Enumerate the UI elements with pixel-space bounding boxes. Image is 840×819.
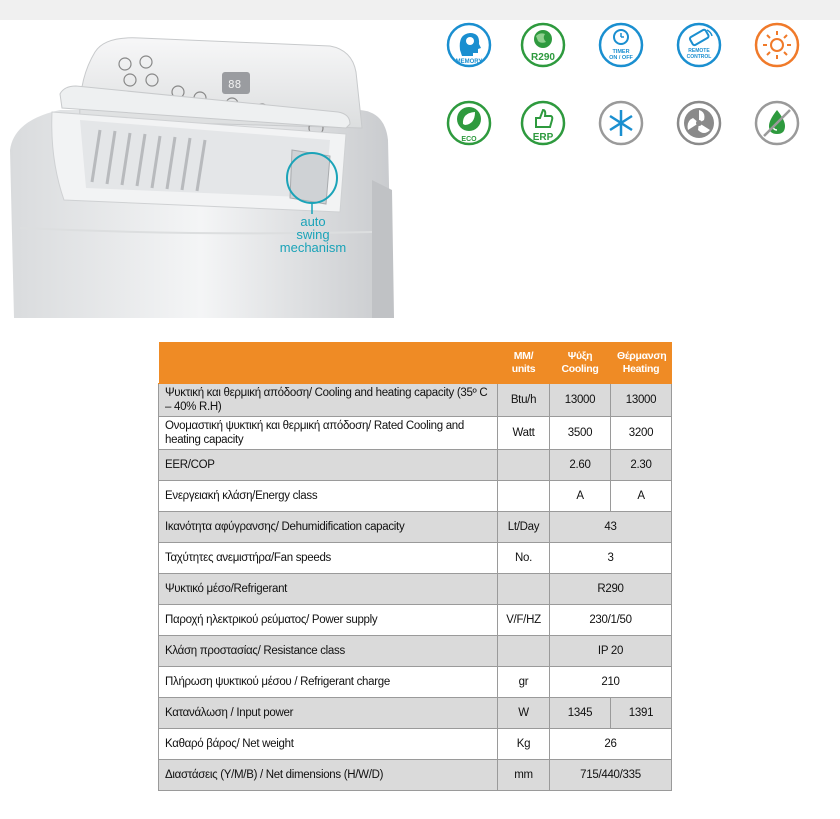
table-row xyxy=(159,729,672,760)
row-label: Ταχύτητες ανεμιστήρα/Fan speeds xyxy=(159,543,498,574)
row-value: 26 xyxy=(550,729,672,760)
r290-icon xyxy=(520,22,562,64)
eco-icon xyxy=(446,100,488,142)
row-label: Παροχή ηλεκτρικού ρεύματος/ Power supply xyxy=(159,605,498,636)
row-unit xyxy=(498,574,550,605)
table-row xyxy=(159,512,672,543)
svg-text:ON / OFF: ON / OFF xyxy=(609,55,633,61)
row-cooling: 1345 xyxy=(550,698,611,729)
row-unit: No. xyxy=(498,543,550,574)
row-label: Καθαρό βάρος/ Net weight xyxy=(159,729,498,760)
header-units: MM/ units xyxy=(498,343,550,384)
row-unit: Watt xyxy=(498,417,550,450)
row-heating: 13000 xyxy=(611,384,672,417)
svg-text:88: 88 xyxy=(228,78,242,91)
row-label: Ψυκτικό μέσο/Refrigerant xyxy=(159,574,498,605)
memory-icon xyxy=(446,22,488,64)
row-unit xyxy=(498,450,550,481)
row-heating: 2.30 xyxy=(611,450,672,481)
row-value: 230/1/50 xyxy=(550,605,672,636)
row-unit: W xyxy=(498,698,550,729)
row-value: 715/440/335 xyxy=(550,760,672,791)
svg-text:ECO: ECO xyxy=(461,136,477,143)
callout-line: swing xyxy=(296,227,330,242)
row-cooling: 3500 xyxy=(550,417,611,450)
row-heating: 3200 xyxy=(611,417,672,450)
svg-text:ERP: ERP xyxy=(532,132,554,143)
table-row xyxy=(159,574,672,605)
remote-control-icon xyxy=(676,22,718,64)
callout-auto-swing xyxy=(272,215,354,254)
table-row xyxy=(159,667,672,698)
row-value: IP 20 xyxy=(550,636,672,667)
header-cooling: Ψύξη Cooling xyxy=(550,343,611,384)
row-heating: A xyxy=(611,481,672,512)
row-unit: Btu/h xyxy=(498,384,550,417)
row-value: 3 xyxy=(550,543,672,574)
row-value: 43 xyxy=(550,512,672,543)
table-row xyxy=(159,417,672,450)
svg-text:R290: R290 xyxy=(531,52,555,63)
row-cooling: 2.60 xyxy=(550,450,611,481)
row-value: 210 xyxy=(550,667,672,698)
row-cooling: A xyxy=(550,481,611,512)
table-row xyxy=(159,450,672,481)
fan-icon xyxy=(676,100,718,142)
dehumidify-icon xyxy=(754,100,796,142)
row-label: EER/COP xyxy=(159,450,498,481)
table-row xyxy=(159,384,672,417)
row-unit xyxy=(498,481,550,512)
row-cooling: 13000 xyxy=(550,384,611,417)
row-unit xyxy=(498,636,550,667)
row-label: Διαστάσεις (Υ/Μ/Β) / Net dimensions (H/W/D) xyxy=(159,760,498,791)
row-unit: mm xyxy=(498,760,550,791)
header-blank xyxy=(159,343,498,384)
svg-text:CONTROL: CONTROL xyxy=(686,54,712,60)
table-header-row xyxy=(159,343,672,384)
header-heating: Θέρμανση Heating xyxy=(611,343,672,384)
table-row xyxy=(159,605,672,636)
table-row xyxy=(159,698,672,729)
spec-table xyxy=(158,342,672,791)
row-unit: V/F/HZ xyxy=(498,605,550,636)
row-label: Ονομαστική ψυκτική και θερμική απόδοση/ Rated Cooling and heating capacity xyxy=(159,417,498,450)
table-row xyxy=(159,481,672,512)
table-row xyxy=(159,543,672,574)
snowflake-cooling-icon xyxy=(598,100,640,142)
row-label: Ενεργειακή κλάση/Energy class xyxy=(159,481,498,512)
row-unit: gr xyxy=(498,667,550,698)
product-photo xyxy=(0,20,400,318)
svg-text:MEMORY: MEMORY xyxy=(455,59,483,65)
erp-icon xyxy=(520,100,562,142)
callout-line: auto xyxy=(300,214,326,229)
row-label: Κλάση προστασίας/ Resistance class xyxy=(159,636,498,667)
svg-text:REMOTE: REMOTE xyxy=(688,48,710,54)
row-value: R290 xyxy=(550,574,672,605)
top-strip xyxy=(0,0,840,20)
sun-heating-icon xyxy=(754,22,796,64)
row-label: Ικανότητα αφύγρανσης/ Dehumidification capacity xyxy=(159,512,498,543)
table-row xyxy=(159,760,672,791)
row-unit: Kg xyxy=(498,729,550,760)
row-label: Πλήρωση ψυκτικού μέσου / Refrigerant charge xyxy=(159,667,498,698)
row-label: Κατανάλωση / Input power xyxy=(159,698,498,729)
svg-text:TIMER: TIMER xyxy=(612,49,630,55)
timer-icon xyxy=(598,22,640,64)
callout-line: mechanism xyxy=(279,240,347,255)
row-label: Ψυκτική και θερμική απόδοση/ Cooling and heating capacity (35º C – 40% R.H) xyxy=(159,384,498,417)
row-heating: 1391 xyxy=(611,698,672,729)
table-row xyxy=(159,636,672,667)
row-unit: Lt/Day xyxy=(498,512,550,543)
